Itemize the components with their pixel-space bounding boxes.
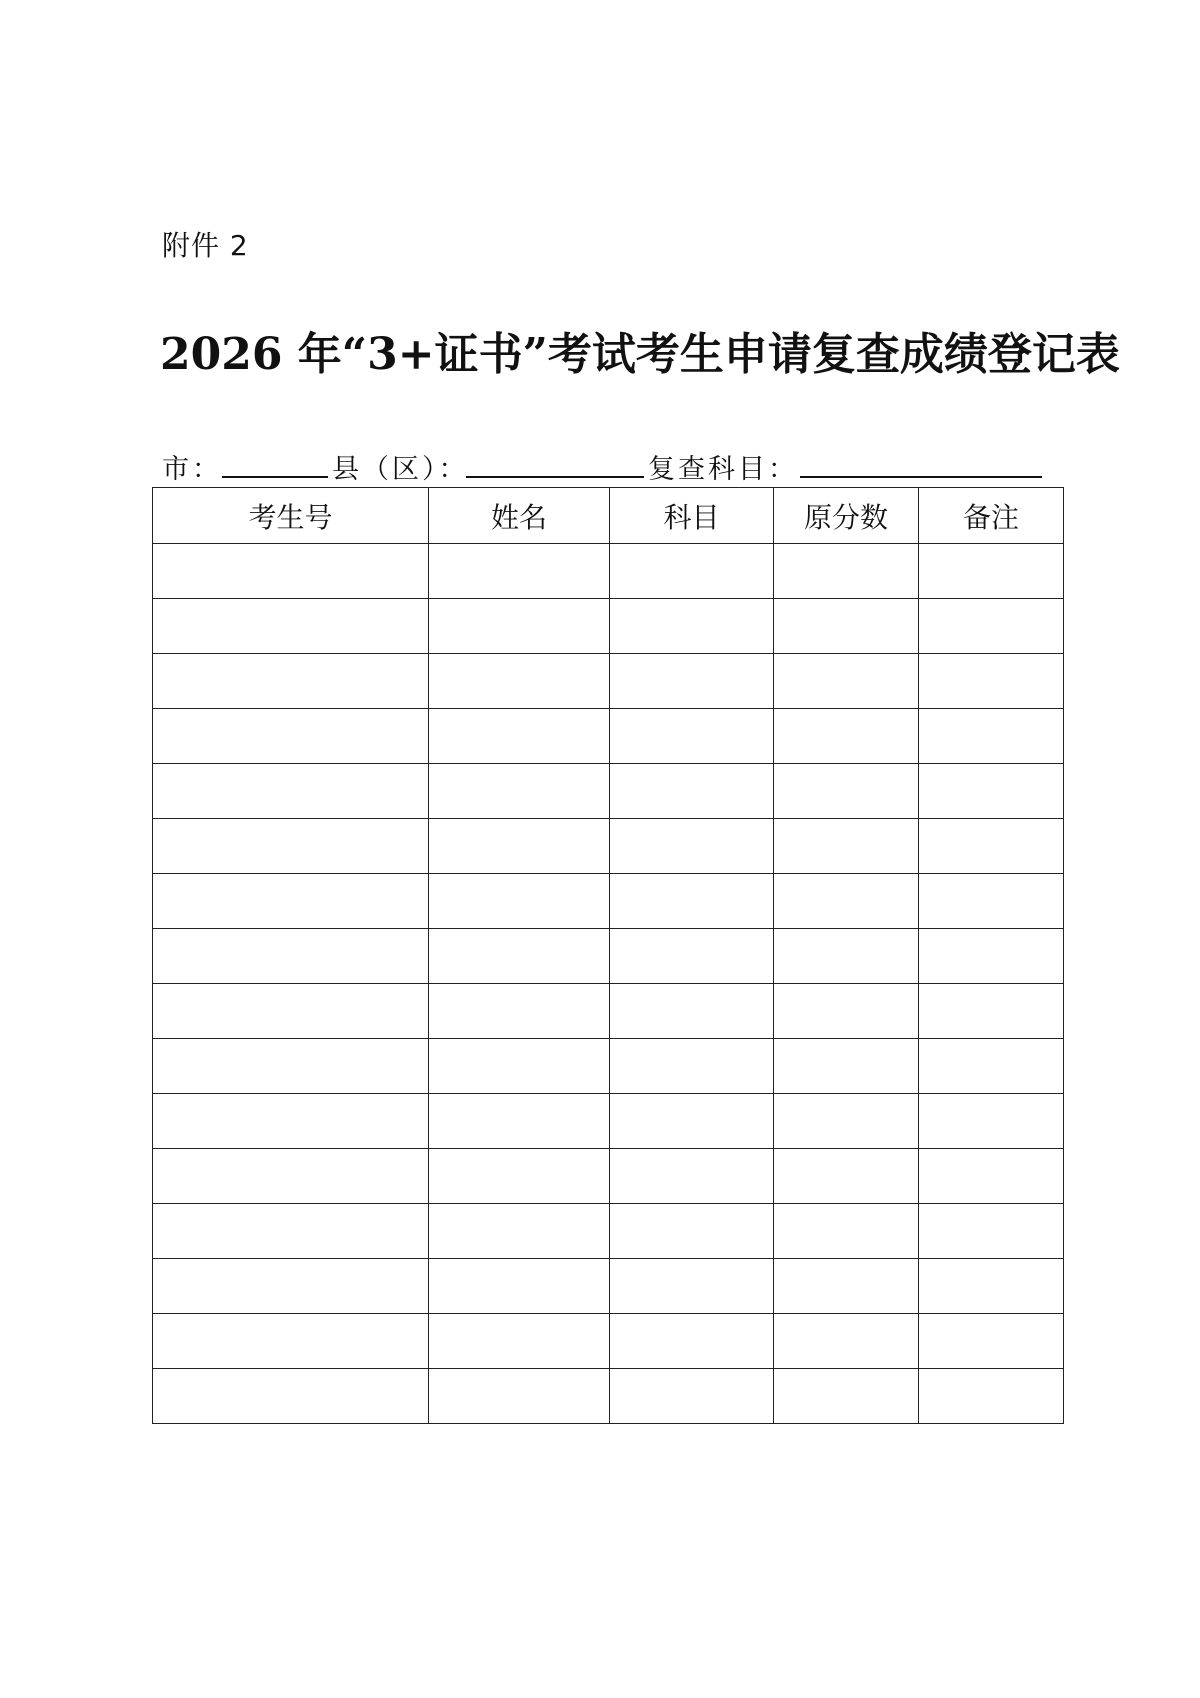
table-row [153, 654, 1064, 709]
cell-exam-number[interactable] [153, 819, 429, 874]
cell-remarks[interactable] [919, 1149, 1064, 1204]
cell-subject[interactable] [610, 654, 774, 709]
cell-subject[interactable] [610, 1094, 774, 1149]
table-row [153, 929, 1064, 984]
city-label: 市： [162, 454, 222, 485]
cell-exam-number[interactable] [153, 1149, 429, 1204]
cell-original-score[interactable] [774, 929, 919, 984]
cell-original-score[interactable] [774, 874, 919, 929]
cell-exam-number[interactable] [153, 1314, 429, 1369]
cell-original-score[interactable] [774, 1259, 919, 1314]
cell-original-score[interactable] [774, 1369, 919, 1424]
table-row [153, 764, 1064, 819]
cell-name[interactable] [429, 1314, 610, 1369]
cell-subject[interactable] [610, 1204, 774, 1259]
cell-remarks[interactable] [919, 654, 1064, 709]
table-row [153, 599, 1064, 654]
cell-exam-number[interactable] [153, 874, 429, 929]
table-row [153, 1149, 1064, 1204]
cell-name[interactable] [429, 1094, 610, 1149]
cell-name[interactable] [429, 654, 610, 709]
cell-subject[interactable] [610, 1314, 774, 1369]
cell-subject[interactable] [610, 929, 774, 984]
cell-original-score[interactable] [774, 709, 919, 764]
cell-remarks[interactable] [919, 1314, 1064, 1369]
header-remarks: 备注 [919, 488, 1064, 544]
cell-subject[interactable] [610, 599, 774, 654]
city-blank-field[interactable] [222, 476, 328, 478]
table-row [153, 1039, 1064, 1094]
cell-exam-number[interactable] [153, 1094, 429, 1149]
county-label: 县（区）： [332, 454, 469, 485]
cell-subject[interactable] [610, 544, 774, 599]
cell-subject[interactable] [610, 709, 774, 764]
cell-name[interactable] [429, 874, 610, 929]
cell-name[interactable] [429, 819, 610, 874]
subject-blank-field[interactable] [800, 476, 1042, 478]
cell-name[interactable] [429, 1149, 610, 1204]
cell-original-score[interactable] [774, 599, 919, 654]
cell-name[interactable] [429, 1204, 610, 1259]
cell-remarks[interactable] [919, 1204, 1064, 1259]
cell-exam-number[interactable] [153, 929, 429, 984]
cell-original-score[interactable] [774, 984, 919, 1039]
table-row [153, 1259, 1064, 1314]
cell-remarks[interactable] [919, 819, 1064, 874]
table-row [153, 1204, 1064, 1259]
cell-subject[interactable] [610, 1149, 774, 1204]
cell-remarks[interactable] [919, 709, 1064, 764]
subject-label: 复查科目： [648, 454, 798, 485]
cell-original-score[interactable] [774, 1149, 919, 1204]
cell-exam-number[interactable] [153, 764, 429, 819]
cell-original-score[interactable] [774, 1039, 919, 1094]
cell-name[interactable] [429, 1259, 610, 1314]
header-exam-number: 考生号 [153, 488, 429, 544]
cell-remarks[interactable] [919, 599, 1064, 654]
table-row [153, 819, 1064, 874]
table-row [153, 1314, 1064, 1369]
cell-exam-number[interactable] [153, 1039, 429, 1094]
cell-name[interactable] [429, 764, 610, 819]
cell-exam-number[interactable] [153, 544, 429, 599]
table-row [153, 984, 1064, 1039]
cell-name[interactable] [429, 1369, 610, 1424]
cell-exam-number[interactable] [153, 984, 429, 1039]
cell-subject[interactable] [610, 1369, 774, 1424]
cell-remarks[interactable] [919, 1039, 1064, 1094]
cell-original-score[interactable] [774, 764, 919, 819]
cell-subject[interactable] [610, 1259, 774, 1314]
attachment-label: 附件 2 [162, 229, 249, 262]
cell-name[interactable] [429, 544, 610, 599]
table-row [153, 1369, 1064, 1424]
cell-subject[interactable] [610, 984, 774, 1039]
header-original-score: 原分数 [774, 488, 919, 544]
cell-original-score[interactable] [774, 544, 919, 599]
county-blank-field[interactable] [466, 476, 644, 478]
cell-exam-number[interactable] [153, 709, 429, 764]
table-row [153, 874, 1064, 929]
cell-remarks[interactable] [919, 544, 1064, 599]
cell-name[interactable] [429, 599, 610, 654]
cell-remarks[interactable] [919, 874, 1064, 929]
cell-exam-number[interactable] [153, 654, 429, 709]
cell-subject[interactable] [610, 1039, 774, 1094]
cell-subject[interactable] [610, 874, 774, 929]
header-name: 姓名 [429, 488, 610, 544]
header-subject: 科目 [610, 488, 774, 544]
cell-original-score[interactable] [774, 819, 919, 874]
register-table [152, 487, 1064, 1424]
page-title: 2026 年“3+证书”考试考生申请复查成绩登记表 [160, 329, 1120, 380]
cell-remarks[interactable] [919, 1094, 1064, 1149]
cell-name[interactable] [429, 984, 610, 1039]
table-header-row [153, 488, 1064, 544]
table-row [153, 544, 1064, 599]
cell-exam-number[interactable] [153, 1369, 429, 1424]
cell-original-score[interactable] [774, 1314, 919, 1369]
cell-remarks[interactable] [919, 764, 1064, 819]
table-row [153, 1094, 1064, 1149]
cell-remarks[interactable] [919, 1369, 1064, 1424]
cell-remarks[interactable] [919, 984, 1064, 1039]
cell-subject[interactable] [610, 819, 774, 874]
cell-name[interactable] [429, 709, 610, 764]
table-row [153, 709, 1064, 764]
cell-original-score[interactable] [774, 1204, 919, 1259]
cell-exam-number[interactable] [153, 1204, 429, 1259]
cell-name[interactable] [429, 1039, 610, 1094]
cell-name[interactable] [429, 929, 610, 984]
cell-remarks[interactable] [919, 1259, 1064, 1314]
cell-remarks[interactable] [919, 929, 1064, 984]
cell-original-score[interactable] [774, 654, 919, 709]
cell-subject[interactable] [610, 764, 774, 819]
cell-exam-number[interactable] [153, 1259, 429, 1314]
cell-original-score[interactable] [774, 1094, 919, 1149]
table-body [153, 544, 1064, 1424]
cell-exam-number[interactable] [153, 599, 429, 654]
